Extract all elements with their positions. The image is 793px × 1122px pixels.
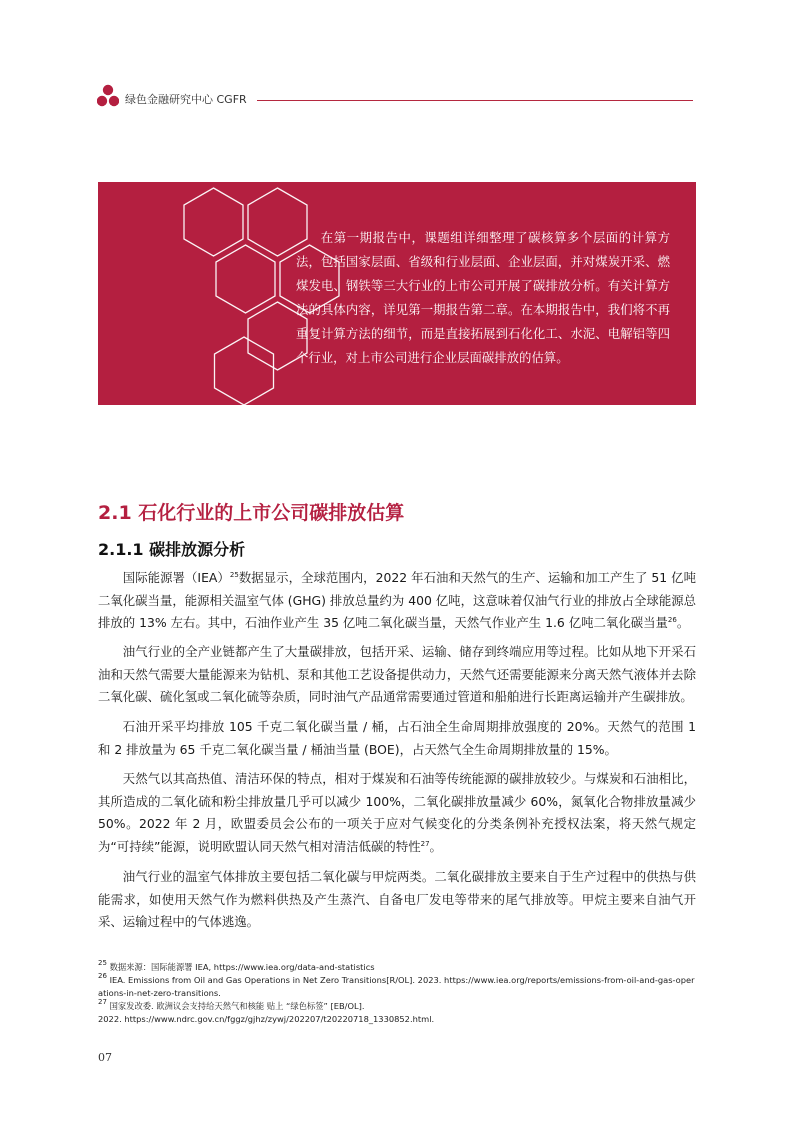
footnote-27: $^{27}$ 国家发改委. 欧洲议会支持给天然气和核能 贴上 “绿色标签” [EB/OL]. 2022. https://www.ndrc.gov.cn/fggz/gjhz/zywj/202207/t20220718_1330852.html. — [98, 998, 435, 1024]
footnote-25: $^{25}$ 数据来源：国际能源署 IEA, https://www.iea.org/data-and-statistics — [98, 959, 375, 972]
intro-banner — [98, 182, 696, 405]
section-heading: 2.1 石化行业的上市公司碳排放估算 — [98, 502, 405, 524]
banner-text: 在第一期报告中，课题组详细整理了碳核算多个层面的计算方法，包括国家层面、省级和行业层面、企业层面，并对煤炭开采、燃煤发电、钢铁等三大行业的上市公司开展了碳排放分析。有关计算方法的具体内容，详见第一期报告第二章。在本期报告中，我们将不再重复计算方法的细节，而是直接拓展到石化化工、水泥、电解铝等四个行业，对上市公司进行企业层面碳排放的估算。 — [296, 230, 670, 365]
paragraph-3: 石油开采平均排放 105 千克二氧化碳当量 / 桶，占石油全生命周期排放强度的 20%。天然气的范围 1 和 2 排放量为 65 千克二氧化碳当量 / 桶油当量 (BOE)，占天然气全生命周期排放量的 15%。 — [98, 719, 696, 757]
footnote-ref: 25 — [229, 571, 239, 579]
paragraph-1: 国际能源署（IEA）$^{25}$数据显示，全球范围内，2022 年石油和天然气的生产、运输和加工产生了 51 亿吨二氧化碳当量，能源相关温室气体 (GHG) 排放总量约为 400 亿吨，这意味着仅油气行业的排放占全球能源总排放的 13% 左右。其中，石油作业产生 35 亿吨二氧化碳当量，天然气作业产生 1.6 亿吨二氧化碳当量$^{26}$。 — [98, 570, 696, 630]
paragraph-5: 油气行业的温室气体排放主要包括二氧化碳与甲烷两类。二氧化碳排放主要来自于生产过程中的供热与供能需求，如使用天然气作为燃料供热及产生蒸汽、自备电厂发电等带来的尾气排放等。甲烷主要来自油气开采、运输过程中的气体逃逸。 — [98, 869, 696, 929]
cgfr-logo-icon — [97, 84, 119, 108]
footnote-26: $^{26}$ IEA. Emissions from Oil and Gas Operations in Net Zero Transitions[R/OL]. 2023. https://www.iea.org/reports/emissions-from-oil-and-gas-operations-in-net-zero-transitions. — [98, 972, 695, 998]
org-name: 绿色金融研究中心 CGFR — [125, 93, 247, 106]
subsection-heading: 2.1.1 碳排放源分析 — [98, 540, 246, 559]
paragraph-2: 油气行业的全产业链都产生了大量碳排放，包括开采、运输、储存到终端应用等过程。比如从地下开采石油和天然气需要大量能源来为钻机、泵和其他工艺设备提供动力，天然气还需要能源来分离天然气液体并去除二氧化碳、硫化氢或二氧化硫等杂质，同时油气产品通常需要通过管道和船舶进行长距离运输并产生碳排放。 — [98, 644, 696, 704]
page-number: 07 — [98, 1051, 112, 1064]
header-rule — [257, 100, 693, 101]
footnote-ref: 26 — [667, 616, 677, 624]
paragraph-4: 天然气以其高热值、清洁环保的特点，相对于煤炭和石油等传统能源的碳排放较少。与煤炭和石油相比，其所造成的二氧化硫和粉尘排放量几乎可以减少 100%，二氧化碳排放量减少 60%，氮氧化合物排放量减少 50%。2022 年 2 月，欧盟委员会公布的一项关于应对气候变化的分类条例补充授权法案，将天然气规定为“可持续”能源，说明欧盟认同天然气相对清洁低碳的特性$^{27}$。 — [98, 771, 696, 854]
footnote-ref: 27 — [420, 839, 430, 848]
page-header — [97, 84, 697, 110]
